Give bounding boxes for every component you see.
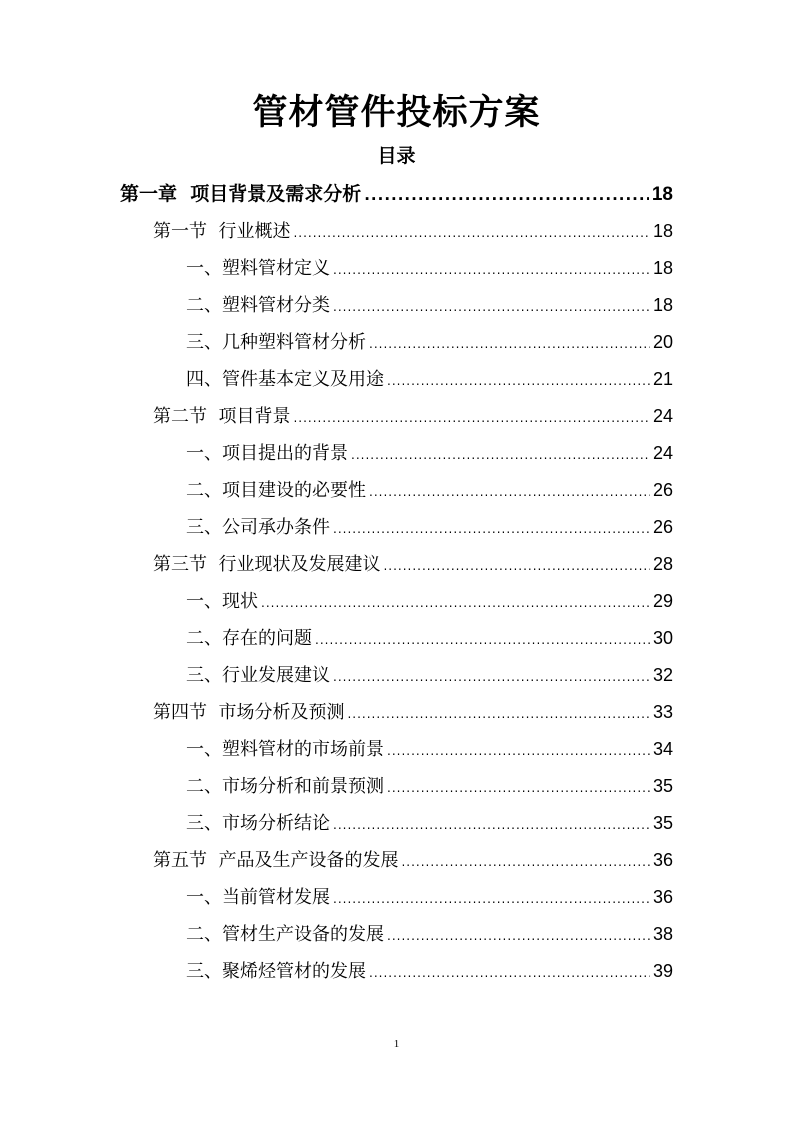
toc-entry-section[interactable] xyxy=(153,398,673,435)
toc-entry-subsection[interactable] xyxy=(186,879,673,916)
toc-entry-label: 二、存在的问题 xyxy=(186,628,312,649)
toc-entry-subsection[interactable] xyxy=(186,509,673,546)
toc-entry-section[interactable] xyxy=(153,546,673,583)
dot-leader xyxy=(387,733,650,770)
toc-entry-label: 第一章 项目背景及需求分析 xyxy=(120,183,362,205)
dot-leader xyxy=(401,844,650,881)
toc-entry-label: 一、塑料管材的市场前景 xyxy=(186,739,384,760)
toc-entry-label: 一、塑料管材定义 xyxy=(186,258,330,279)
toc-entry-label: 三、行业发展建议 xyxy=(186,665,330,686)
toc-entry-page: 35 xyxy=(652,813,673,833)
toc-entry-page: 29 xyxy=(652,591,673,611)
toc-entry-subsection[interactable] xyxy=(186,472,673,509)
dot-leader xyxy=(333,881,650,918)
toc-entry-section[interactable] xyxy=(153,694,673,731)
toc-entry-subsection[interactable] xyxy=(186,583,673,620)
toc-entry-section[interactable] xyxy=(153,842,673,879)
toc-entry-page: 30 xyxy=(652,628,673,648)
toc-entry-page: 35 xyxy=(652,776,673,796)
dot-leader xyxy=(347,696,650,733)
toc-entry-subsection[interactable] xyxy=(186,620,673,657)
dot-leader xyxy=(333,289,650,326)
toc-entry-subsection[interactable] xyxy=(186,657,673,694)
toc-entry-label: 二、市场分析和前景预测 xyxy=(186,776,384,797)
dot-leader xyxy=(261,585,650,622)
toc-entry-page: 26 xyxy=(652,480,673,500)
toc-entry-page: 36 xyxy=(652,850,673,870)
toc-entry-page: 34 xyxy=(652,739,673,759)
toc-entry-label: 一、现状 xyxy=(186,591,258,612)
dot-leader xyxy=(387,363,650,400)
dot-leader xyxy=(333,807,650,844)
page-number: 1 xyxy=(393,1038,400,1050)
toc-entry-page: 39 xyxy=(652,961,673,981)
dot-leader xyxy=(333,511,650,548)
toc-entry-page: 28 xyxy=(652,554,673,574)
toc-entry-subsection[interactable] xyxy=(186,805,673,842)
toc-entry-page: 18 xyxy=(652,221,673,241)
toc-entry-page: 21 xyxy=(652,369,673,389)
toc-entry-label: 二、塑料管材分类 xyxy=(186,295,330,316)
dot-leader xyxy=(383,548,650,585)
toc-entry-page: 18 xyxy=(652,258,673,278)
dot-leader xyxy=(387,770,650,807)
dot-leader xyxy=(333,252,650,289)
toc-heading: 目录 xyxy=(377,145,416,167)
toc-entry-label: 第一节 行业概述 xyxy=(153,221,291,242)
toc-entry-page: 33 xyxy=(652,702,673,722)
toc-entry-page: 18 xyxy=(652,295,673,315)
toc-entry-subsection[interactable] xyxy=(186,287,673,324)
dot-leader xyxy=(369,955,650,992)
toc-entry-label: 四、管件基本定义及用途 xyxy=(186,369,384,390)
toc-entry-label: 三、几种塑料管材分析 xyxy=(186,332,366,353)
toc-entry-label: 二、项目建设的必要性 xyxy=(186,480,366,501)
toc-entry-page: 24 xyxy=(652,443,673,463)
dot-leader xyxy=(369,474,650,511)
toc-entry-label: 三、公司承办条件 xyxy=(186,517,330,538)
dot-leader xyxy=(351,437,650,474)
toc-entry-chapter[interactable] xyxy=(120,176,673,213)
dot-leader xyxy=(293,400,650,437)
toc-entry-subsection[interactable] xyxy=(186,916,673,953)
toc-entry-subsection[interactable] xyxy=(186,768,673,805)
toc-entry-page: 20 xyxy=(652,332,673,352)
document-title: 管材管件投标方案 xyxy=(252,93,541,133)
dot-leader xyxy=(315,622,650,659)
toc-entry-label: 一、项目提出的背景 xyxy=(186,443,348,464)
toc-entry-subsection[interactable] xyxy=(186,953,673,990)
toc-entry-subsection[interactable] xyxy=(186,435,673,472)
toc-entry-page: 36 xyxy=(652,887,673,907)
toc-entry-label: 第四节 市场分析及预测 xyxy=(153,702,345,723)
toc-entry-subsection[interactable] xyxy=(186,324,673,361)
toc-entry-page: 24 xyxy=(652,406,673,426)
toc-entry-label: 第五节 产品及生产设备的发展 xyxy=(153,850,399,871)
dot-leader xyxy=(369,326,650,363)
toc-entry-page: 18 xyxy=(651,184,673,205)
toc-entry-label: 二、管材生产设备的发展 xyxy=(186,924,384,945)
dot-leader xyxy=(333,659,650,696)
toc-entry-subsection[interactable] xyxy=(186,361,673,398)
toc-entry-label: 一、当前管材发展 xyxy=(186,887,330,908)
toc-entry-page: 26 xyxy=(652,517,673,537)
dot-leader xyxy=(387,918,650,955)
toc-entry-page: 38 xyxy=(652,924,673,944)
dot-leader xyxy=(364,177,649,214)
toc-entry-label: 三、聚烯烃管材的发展 xyxy=(186,961,366,982)
toc-entry-page: 32 xyxy=(652,665,673,685)
toc-entry-label: 三、市场分析结论 xyxy=(186,813,330,834)
toc-entry-subsection[interactable] xyxy=(186,250,673,287)
toc-entry-subsection[interactable] xyxy=(186,731,673,768)
toc-entry-label: 第二节 项目背景 xyxy=(153,406,291,427)
toc-entry-section[interactable] xyxy=(153,213,673,250)
dot-leader xyxy=(293,215,650,252)
toc-entry-label: 第三节 行业现状及发展建议 xyxy=(153,554,381,575)
